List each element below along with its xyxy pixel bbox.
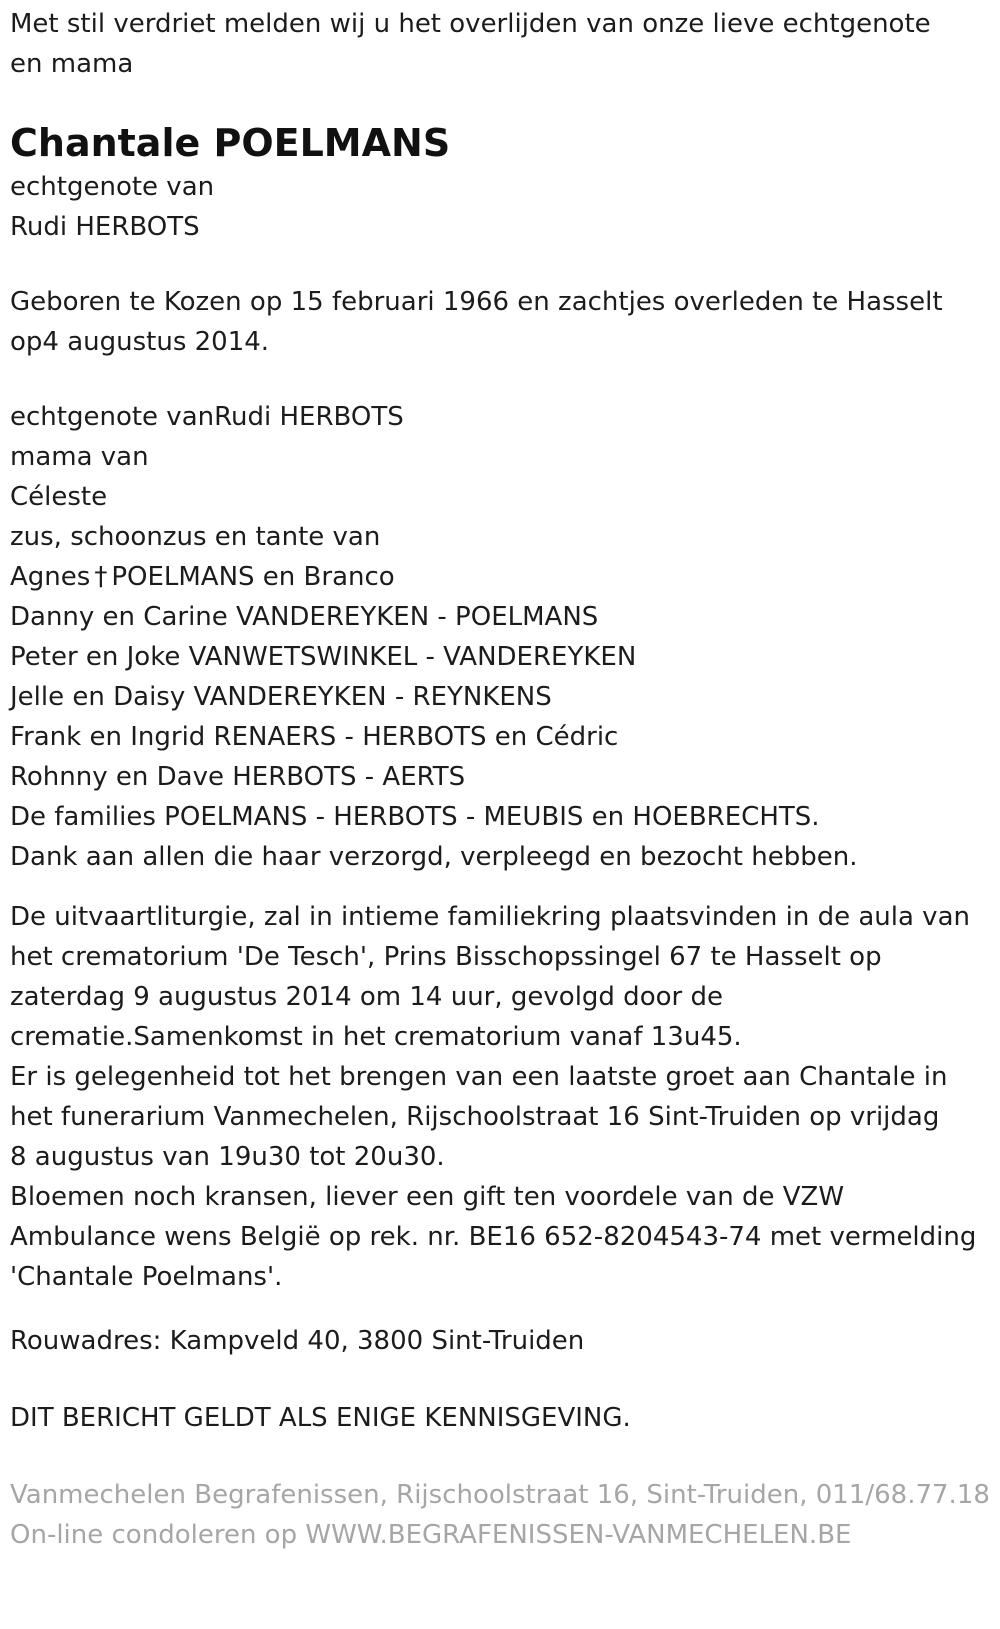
- thanks-line: Dank aan allen die haar verzorgd, verpleegd en bezocht hebben.: [10, 842, 858, 872]
- arrangements-line: Er is gelegenheid tot het brengen van een laatste groet aan Chantale in: [10, 1062, 948, 1092]
- funeral-home-info: Vanmechelen Begrafenissen, Rijschoolstraat 16, Sint-Truiden, 011/68.77.18: [10, 1480, 990, 1510]
- spouse-line: echtgenote vanRudi HERBOTS: [10, 402, 404, 432]
- relative-line: Danny en Carine VANDEREYKEN - POELMANS: [10, 602, 599, 632]
- intro-announcement: [10, 4, 990, 84]
- child-name: Céleste: [10, 482, 108, 512]
- spouse-name: Rudi HERBOTS: [10, 212, 200, 242]
- notice: [10, 1398, 990, 1438]
- sister-label: zus, schoonzus en tante van: [10, 522, 381, 552]
- arrangements-line: zaterdag 9 augustus 2014 om 14 uur, gevolgd door de: [10, 982, 723, 1012]
- arrangements-line: Ambulance wens België op rek. nr. BE16 652-8204543-74 met vermelding: [10, 1222, 977, 1252]
- relative-line: Rohnny en Dave HERBOTS - AERTS: [10, 762, 466, 792]
- relative-first-name: Agnes: [10, 562, 91, 592]
- family-list: [10, 397, 990, 877]
- footer: [10, 1475, 990, 1555]
- mourning-address-line: Rouwadres: Kampveld 40, 3800 Sint-Truiden: [10, 1326, 585, 1356]
- arrangements-line: 'Chantale Poelmans'.: [10, 1262, 283, 1292]
- birth-death-details: [10, 282, 990, 362]
- birth-death-line: Geboren te Kozen op 15 februari 1966 en zachtjes overleden te Hasselt: [10, 287, 943, 317]
- condolences-link[interactable]: On-line condoleren op WWW.BEGRAFENISSEN-VANMECHELEN.BE: [10, 1520, 852, 1550]
- notice-line: DIT BERICHT GELDT ALS ENIGE KENNISGEVING.: [10, 1403, 631, 1433]
- arrangements-line: 8 augustus van 19u30 tot 20u30.: [10, 1142, 445, 1172]
- intro-line: en mama: [10, 49, 134, 79]
- relative-line: Jelle en Daisy VANDEREYKEN - REYNKENS: [10, 682, 552, 712]
- arrangements-line: crematie.Samenkomst in het crematorium vanaf 13u45.: [10, 1022, 742, 1052]
- arrangements-line: De uitvaartliturgie, zal in intieme familiekring plaatsvinden in de aula van: [10, 902, 970, 932]
- relative-line-agnes: [10, 557, 990, 597]
- spouse-intro: [10, 167, 990, 247]
- cross-icon: †: [94, 562, 108, 592]
- funeral-arrangements: [10, 897, 990, 1297]
- mourning-address: [10, 1321, 990, 1361]
- birth-death-line: op4 augustus 2014.: [10, 327, 270, 357]
- mother-of-label: mama van: [10, 442, 149, 472]
- intro-line: Met stil verdriet melden wij u het overlijden van onze lieve echtgenote: [10, 9, 931, 39]
- relative-surname: POELMANS en Branco: [111, 562, 395, 592]
- arrangements-line: het crematorium 'De Tesch', Prins Bisschopssingel 67 te Hasselt op: [10, 942, 882, 972]
- relative-line: Frank en Ingrid RENAERS - HERBOTS en Cédric: [10, 722, 619, 752]
- arrangements-line: Bloemen noch kransen, liever een gift ten voordele van de VZW: [10, 1182, 845, 1212]
- relative-line: De families POELMANS - HERBOTS - MEUBIS en HOEBRECHTS.: [10, 802, 820, 832]
- arrangements-line: het funerarium Vanmechelen, Rijschoolstraat 16 Sint-Truiden op vrijdag: [10, 1102, 940, 1132]
- relative-line: Peter en Joke VANWETSWINKEL - VANDEREYKEN: [10, 642, 637, 672]
- spouse-intro-line: echtgenote van: [10, 172, 215, 202]
- deceased-name: Chantale POELMANS: [10, 121, 451, 165]
